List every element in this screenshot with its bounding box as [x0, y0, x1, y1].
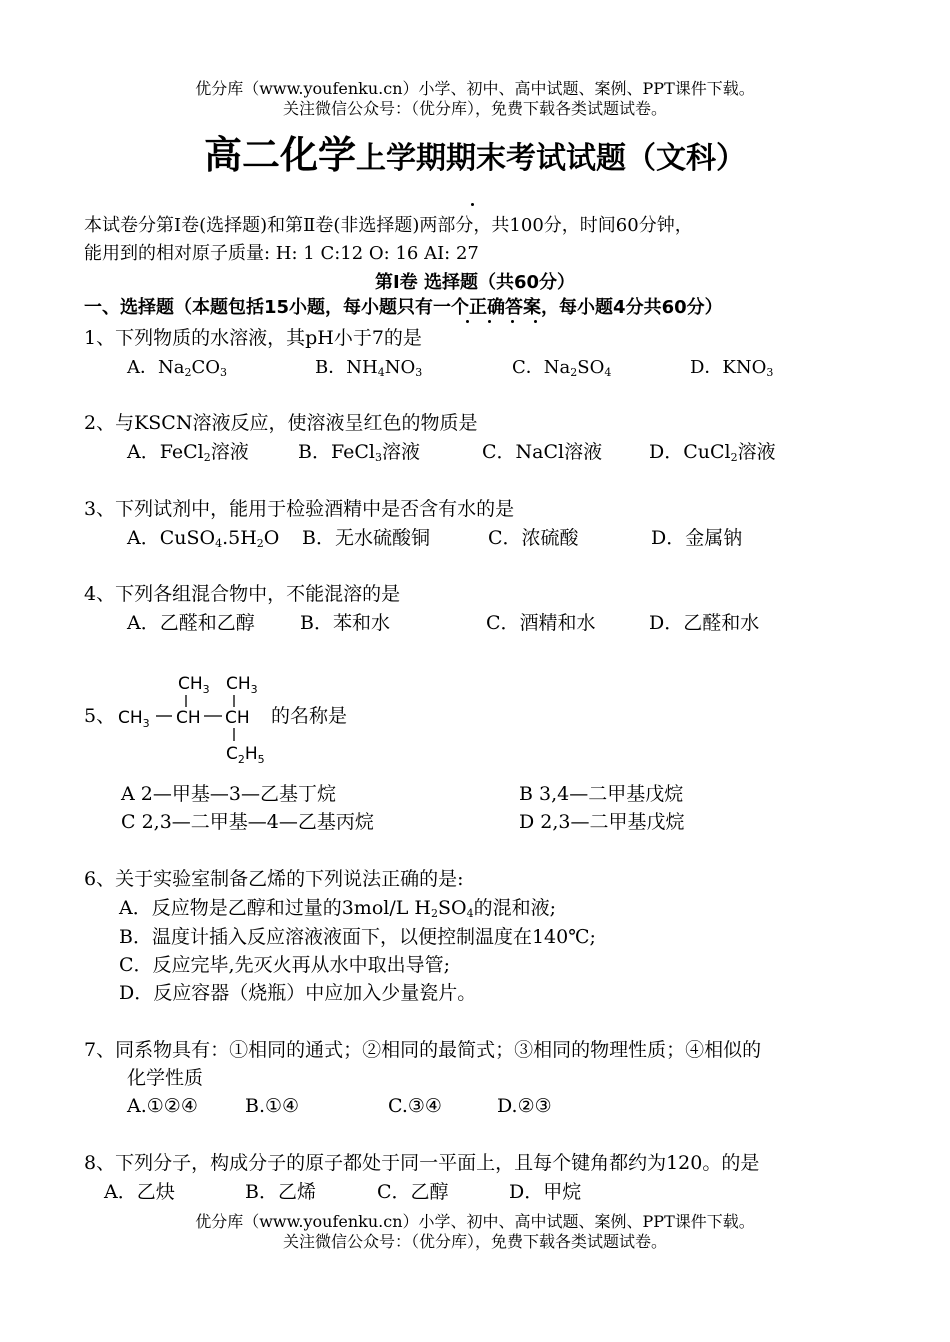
q6-option-b: B．温度计插入反应溶液液面下，以便控制温度在140℃;: [119, 926, 596, 948]
q1-b-text2: NO: [384, 357, 416, 378]
sub: 2: [570, 366, 578, 379]
q6-option-c: C．反应完毕,先灭火再从水中取出导管;: [119, 954, 450, 976]
sub: 4: [466, 907, 474, 920]
formula-ch-1: CH: [176, 708, 201, 728]
emphasis-dot: [511, 320, 514, 323]
q2-d-text: D．CuCl: [649, 441, 731, 463]
q4-option-a: A．乙醛和乙醇: [127, 612, 255, 634]
intro-line-1: 本试卷分第Ⅰ卷(选择题)和第Ⅱ卷(非选择题)两部分，共100分，时间60分钟，: [84, 215, 693, 236]
q6-option-d: D．反应容器（烧瓶）中应加入少量瓷片。: [119, 982, 477, 1004]
q1-c-text: C．Na: [512, 357, 571, 378]
q5-option-d: D 2,3—二甲基戊烷: [519, 811, 685, 833]
formula-top-ch3-1: $CH_3$: [178, 674, 210, 696]
formula-c2h5: $C_2H_5$: [226, 744, 265, 766]
q3-option-b: B．无水硫酸铜: [302, 527, 430, 549]
sub: 3: [415, 366, 423, 379]
q4-option-b: B．苯和水: [300, 612, 390, 634]
q4-stem: 4、下列各组混合物中，不能混溶的是: [84, 583, 401, 605]
q2-option-c: C．NaCl溶液: [482, 441, 603, 463]
q2-a-text2: 溶液: [210, 441, 249, 463]
q2-option-a: [127, 439, 249, 465]
q1-stem: 1、下列物质的水溶液，其pH小于7的是: [84, 327, 422, 349]
q2-option-d: [649, 439, 776, 465]
sub: 3: [374, 451, 382, 464]
page-title: [0, 132, 950, 186]
q5-structural-formula: [116, 665, 276, 773]
title-dot: [471, 203, 474, 206]
footer-line-1: 优分库（www.youfenku.cn）小学、初中、高中试题、案例、PPT课件下载。: [195, 1212, 755, 1231]
q7-option-c: C.③④: [388, 1095, 442, 1117]
q1-c-text2: SO: [577, 357, 605, 378]
q2-option-b: [298, 439, 420, 465]
q3-a-text2: .5H: [222, 527, 257, 549]
q1-b-text: B．NH: [315, 357, 378, 378]
q7-stem: 7、同系物具有：①相同的通式；②相同的最简式；③相同的物理性质；④相似的: [84, 1039, 762, 1061]
q5-number: 5、: [84, 705, 116, 727]
q1-option-c: [512, 355, 611, 381]
q8-option-d: D．甲烷: [509, 1181, 582, 1203]
footer-line-2: 关注微信公众号：（优分库），免费下载各类试题试卷。: [282, 1232, 667, 1251]
q3-a-text: A．CuSO: [127, 527, 216, 549]
q8-stem: 8、下列分子，构成分子的原子都处于同一平面上，且每个键角都约为120。的是: [84, 1152, 760, 1174]
q3-option-d: D．金属钠: [651, 527, 743, 549]
formula-top-ch3-2: $CH_3$: [226, 674, 258, 696]
title-part-1: 高二化学: [203, 133, 356, 177]
q3-option-a: [127, 525, 279, 551]
formula-ch3-left: $CH_3$: [118, 708, 150, 730]
q6-a-text: A．反应物是乙醇和过量的3mol/L H: [119, 897, 431, 919]
q4-option-d: D．乙醛和水: [649, 612, 760, 634]
q6-a-text3: 的混和液;: [473, 897, 556, 919]
q6-stem: 6、关于实验室制备乙烯的下列说法正确的是:: [84, 868, 464, 890]
q3-option-c: C．浓硫酸: [488, 527, 579, 549]
header-line-2: 关注微信公众号：（优分库），免费下载各类试题试卷。: [282, 99, 667, 118]
sub: 3: [766, 366, 774, 379]
q7-option-a: A.①②④: [127, 1095, 198, 1117]
q1-option-d: [690, 355, 773, 381]
q1-option-a: [127, 355, 227, 381]
section-instruction: 一、选择题（本题包括15小题，每小题只有一个正确答案，每小题4分共60分）: [84, 297, 723, 318]
sub: 4: [377, 366, 385, 379]
q1-a-text2: CO: [191, 357, 221, 378]
q5-option-b: B 3,4—二甲基戊烷: [519, 783, 684, 805]
header-line-1: 优分库（www.youfenku.cn）小学、初中、高中试题、案例、PPT课件下载。: [195, 79, 755, 98]
emphasis-dot: [534, 320, 537, 323]
emphasis-dot: [466, 320, 469, 323]
section-heading: 第Ⅰ卷 选择题（共60分）: [374, 272, 575, 293]
intro-line-2: 能用到的相对原子质量: H: 1 C:12 O: 16 AI: 27: [84, 243, 479, 264]
q8-option-c: C．乙醇: [377, 1181, 449, 1203]
sub: 2: [256, 537, 264, 550]
emphasis-dot: [488, 320, 491, 323]
q7-stem-2: 化学性质: [127, 1067, 204, 1089]
q5-option-c: C 2,3—二甲基—4—乙基丙烷: [121, 811, 374, 833]
sub: 2: [184, 366, 192, 379]
q3-stem: 3、下列试剂中，能用于检验酒精中是否含有水的是: [84, 498, 515, 520]
title-part-2: 上学期期末考试试题（文科）: [356, 141, 746, 176]
q4-option-c: C．酒精和水: [486, 612, 596, 634]
formula-ch-2: CH: [225, 708, 250, 728]
q1-a-text: A．Na: [127, 357, 185, 378]
q2-d-text2: 溶液: [737, 441, 776, 463]
q2-stem: 2、与KSCN溶液反应，使溶液呈红色的物质是: [84, 412, 478, 434]
q1-d-text: D．KNO: [690, 357, 767, 378]
q6-a-text2: SO: [437, 897, 467, 919]
sub: 4: [215, 537, 223, 550]
sub: 2: [203, 451, 211, 464]
q8-option-a: A．乙炔: [104, 1181, 175, 1203]
sub: 3: [220, 366, 228, 379]
sub: 4: [604, 366, 612, 379]
q2-b-text2: 溶液: [381, 441, 420, 463]
q5-option-a: A 2—甲基—3—乙基丁烷: [121, 783, 336, 805]
q8-option-b: B．乙烯: [245, 1181, 316, 1203]
q7-option-b: B.①④: [245, 1095, 300, 1117]
q3-a-text3: O: [263, 527, 280, 549]
sub: 2: [730, 451, 738, 464]
q7-option-d: D.②③: [497, 1095, 552, 1117]
q1-option-b: [315, 355, 422, 381]
q2-b-text: B．FeCl: [298, 441, 375, 463]
sub: 2: [430, 907, 438, 920]
q2-a-text: A．FeCl: [127, 441, 204, 463]
q6-option-a: [119, 895, 556, 921]
q5-suffix: 的名称是: [271, 705, 348, 727]
